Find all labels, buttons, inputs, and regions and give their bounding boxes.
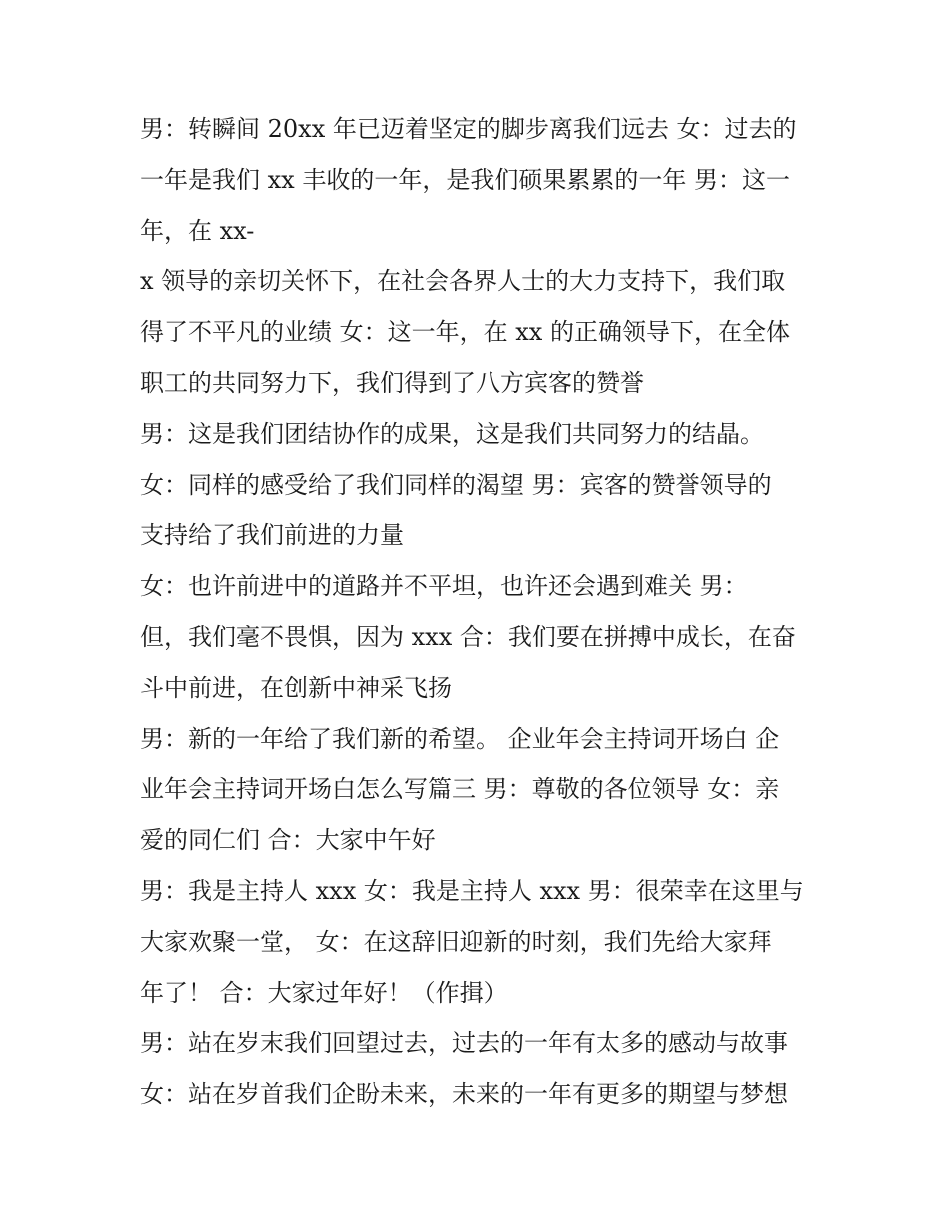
text-line: 年，在 xx- [140,216,255,245]
text-line: 男：站在岁末我们回望过去，过去的一年有太多的感动与故事 [140,1029,788,1058]
text-line: 女：也许前进中的道路并不平坦，也许还会遇到难关 男： [140,572,748,601]
text-line: 斗中前进，在创新中神采飞扬 [140,673,452,702]
text-line: 大家欢聚一堂， 女：在这辞旧迎新的时刻，我们先给大家拜 [140,927,772,956]
document-body [140,104,830,1120]
text-line: 业年会主持词开场白怎么写篇三 男：尊敬的各位领导 女：亲 [140,775,780,804]
text-line: 女：同样的感受给了我们同样的渴望 男：宾客的赞誉领导的 [140,470,772,499]
text-line: 但，我们毫不畏惧，因为 xxx 合：我们要在拼搏中成长，在奋 [140,622,796,651]
text-line: 一年是我们 xx 丰收的一年，是我们硕果累累的一年 男：这一 [140,165,790,194]
text-line: 男：我是主持人 xxx 女：我是主持人 xxx 男：很荣幸在这里与 [140,876,804,905]
text-line: 爱的同仁们 合：大家中午好 [140,826,436,855]
text-line: 支持给了我们前进的力量 [140,521,404,550]
text-line: 女：站在岁首我们企盼未来，未来的一年有更多的期望与梦想 [140,1080,788,1109]
text-line: 职工的共同努力下，我们得到了八方宾客的赞誉 [140,368,644,397]
text-line: x 领导的亲切关怀下，在社会各界人士的大力支持下，我们取 [140,267,786,296]
text-line: 男：转瞬间 20xx 年已迈着坚定的脚步离我们远去 女：过去的 [140,115,797,143]
text-line: 得了不平凡的业绩 女：这一年，在 xx 的正确领导下，在全体 [140,318,790,347]
text-line: 男：新的一年给了我们新的希望。 企业年会主持词开场白 企 [140,724,780,753]
text-line: 男：这是我们团结协作的成果，这是我们共同努力的结晶。 [140,419,764,448]
text-line: 年了！ 合：大家过年好！（作揖） [140,978,508,1007]
